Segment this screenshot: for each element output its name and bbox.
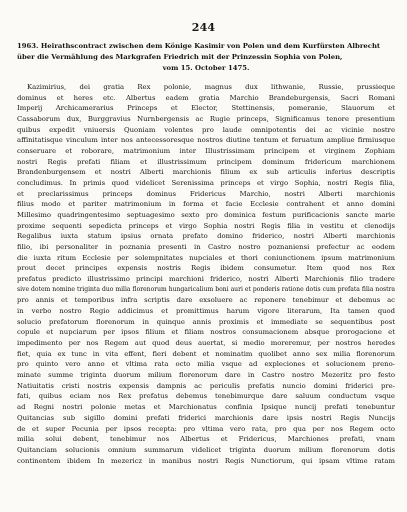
body-line: in verbo nostro Regio addicimus et promittimus harum vigore literarum, Ita tamen quod bbox=[17, 307, 395, 316]
body-line: prefatus predicto illustrissimo principi marchioni friderico, nostri Alberti Marchionis filio tradere bbox=[17, 275, 395, 284]
body-line: minate summe triginta duorum milium florenorum dare in Castro nostro Mezeritz pro festo bbox=[17, 371, 395, 380]
heading-line-1-text: Heirathscontract zwischen dem Könige Kasimir von Polen und dem Kurfürsten Albrecht bbox=[40, 42, 381, 50]
body-line: pro annis et temporibus infra scriptis dare exsoluere ac reponere tenebimur et debemus ac bbox=[17, 296, 395, 305]
body-line: Quitanciam solucionis omnium summarum videlicet triginta duorum milium florenorum dotis bbox=[17, 445, 395, 454]
document-number: 1963. bbox=[17, 42, 39, 50]
body-line: copule et nupciarum per ipsos filium et filiam nostros consumacionem absque prorogacione et bbox=[17, 328, 395, 337]
body-line: solucio prefatorum florenorum in quinque annis proximis et immediate se sequentibus post bbox=[17, 317, 395, 326]
body-line: affinitatisque vinculum inter nos antecessoresque nostros diutine tentum et feruatum ampliue firmiusque bbox=[17, 136, 395, 145]
body-line: continentem ibidem In mezericz in manibus nostri Regis Nunctiorum, qui ipsam vltime ratam bbox=[17, 456, 395, 465]
body-line: et preclarissimus princeps dominus Fridericus Marchio, nostri Alberti marchionis bbox=[17, 189, 395, 198]
body-line: sive dotem nomine triginta duo milia florenorum hungaricalium boni auri et ponderis ratione dotis cum prefata filia nostra bbox=[17, 285, 395, 293]
body-line: pro quinto vero anno et vltima rata octo milia vsque ad expleciones et solucionem preno- bbox=[17, 360, 395, 369]
body-line: proxime sequenti sepedicta princeps et virgo Sophia nostri Regis filia in vestitu et clenodijs bbox=[17, 221, 395, 230]
body-line: Regalibus iuxta statum ipsius ornata prefato domino friderico, nostri Alberti marchionis bbox=[17, 232, 395, 241]
document-body bbox=[17, 82, 395, 466]
body-line: Kazimirius, dei gratia Rex polonie, magnus dux lithwanie, Russie, prussieque bbox=[27, 83, 395, 91]
body-line: die iuxta ritum Ecclesie per solempnitates nupciales et thori coniunctionem ipsum matrimonium bbox=[17, 253, 395, 262]
body-line: filius modo et pariter matrimonium in forma et facie Ecclesie contrahent et anno domini bbox=[17, 200, 395, 209]
body-line: quibus expedit vniuersis Quoniam volentes pro laude omnipotentis dei ac vicinie nostre bbox=[17, 125, 395, 134]
body-line: de et super Pecunia per ipsos recepta: pro vltima vero rata, pro qua per nos Regem octo bbox=[17, 424, 395, 433]
body-line: Quitancias sub sigillo domini prefati friderici marchionis dare ipsis nostri Regis Nuncijs bbox=[17, 413, 395, 422]
body-line: fati, quibus eciam nos Rex prefatus debemus tenebimurque dare saluum conductum vsque bbox=[17, 392, 395, 401]
body-line: dominus et heres etc. Albertus eadem gratia Marchio Brandeburgensis, Sacri Romani bbox=[17, 93, 395, 102]
page-number: 244 bbox=[191, 21, 216, 34]
body-line: ad Regni nostri polonie metas et Marchionatus confinia Ipsique nuncij prefati tenebuntur bbox=[17, 403, 395, 412]
body-line: Cassaborum dux, Burggravius Nurnbergensis ac Rugie princeps, Significamus tenore presentium bbox=[17, 115, 395, 124]
body-line: conseruare et roborare, matrimonium inter Illustrissimam principem et virginem Zophiam bbox=[17, 147, 395, 156]
body-line: Imperij Archicamerarius Princeps et Elector, Stettinensis, pomeranie, Slauorum et bbox=[17, 104, 395, 113]
body-line: concludimus. In primis quod videlicet Serenissima princeps et virgo Sophia, nostri Regis filia, bbox=[17, 179, 395, 188]
body-line: filio, ibi personaliter in poznania presenti in Castro nostro poznaniensi prefectur ac eodem bbox=[17, 243, 395, 252]
body-line: milia solui debent, tenebimur nos Albertus et Fridericus, Marchiones prefati, vnam bbox=[17, 435, 395, 444]
heading-line-3: vom 15. October 1475. bbox=[162, 63, 250, 72]
body-line: Millesimo quadringentesimo septuagesimo sexto pro dominica festum purificacionis sancte marie bbox=[17, 211, 395, 220]
heading-line-2: über die Vermählung des Markgrafen Friedrich mit der Prinzessin Sophia von Polen, bbox=[17, 52, 343, 61]
body-line: prout decet principes expensis nostris Regis ibidem consumetur. Item quod nos Rex bbox=[17, 264, 395, 273]
heading-line-1 bbox=[17, 42, 380, 50]
body-line: nostri Regis prefati filiam et illustrissimum principem dominum fridericum marchionem bbox=[17, 157, 395, 166]
body-line: Brandenburgensem et nostri Alberti marchionis filium ex sub articulis inferius descriptis bbox=[17, 168, 395, 177]
document-heading bbox=[17, 41, 395, 74]
body-line: fiet, quia ex tunc in vita effent, fieri debent et nominatim quolibet anno sex milia florenorum bbox=[17, 349, 395, 358]
body-line: Natiuitatis cristi nostris expensis dampnis ac periculis prefatis nuncio domini friderici pre- bbox=[17, 381, 395, 390]
body-line: impedimento per nos Regem aut quod deus auertat, si medio moreremur, per nostros heredes bbox=[17, 339, 395, 348]
